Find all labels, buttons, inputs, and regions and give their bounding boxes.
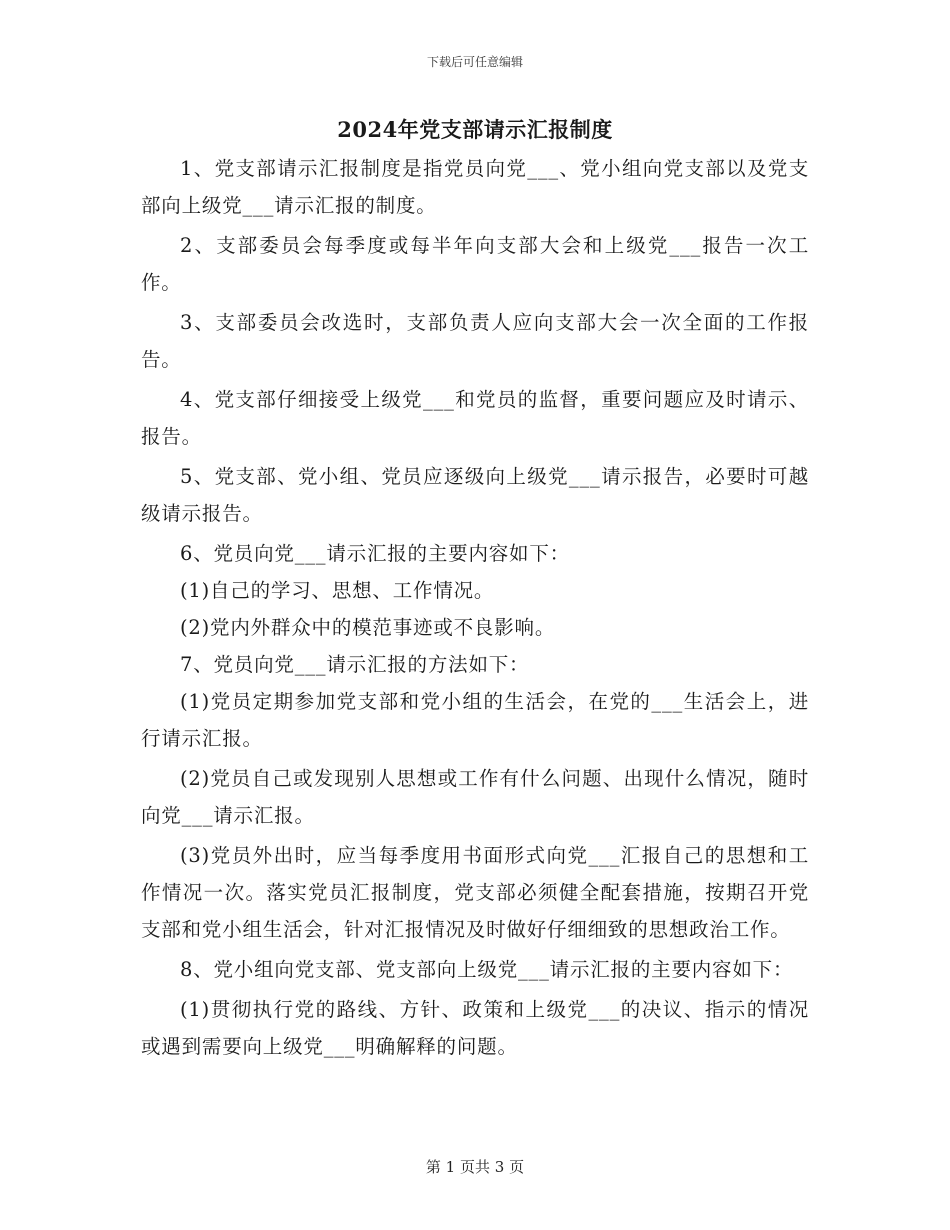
page-number: 第 1 页共 3 页 xyxy=(425,1158,525,1176)
paragraph-7-item-2: (2)党员自己或发现别人思想或工作有什么问题、出现什么情况，随时向党___请示汇报。 xyxy=(141,767,809,827)
paragraph-3: 3、支部委员会改选时，支部负责人应向支部大会一次全面的工作报告。 xyxy=(141,311,809,371)
paragraph-8: 8、党小组向党支部、党支部向上级党___请示汇报的主要内容如下： xyxy=(180,958,794,981)
paragraph-6: 6、党员向党___请示汇报的主要内容如下： xyxy=(180,542,570,565)
paragraph-1: 1、党支部请示汇报制度是指党员向党___、党小组向党支部以及党支部向上级党___请示汇报的制度。 xyxy=(141,157,809,217)
paragraph-7-item-3: (3)党员外出时，应当每季度用书面形式向党___汇报自己的思想和工作情况一次。落实党员汇报制度，党支部必须健全配套措施，按期召开党支部和党小组生活会，针对汇报情况及时做好仔细细致的思想政治工作。 xyxy=(141,844,809,941)
paragraph-5: 5、党支部、党小组、党员应逐级向上级党___请示报告，必要时可越级请示报告。 xyxy=(141,465,809,525)
paragraph-8-item-1: (1)贯彻执行党的路线、方针、政策和上级党___的决议、指示的情况或遇到需要向上级党___明确解释的问题。 xyxy=(141,998,809,1058)
paragraph-7: 7、党员向党___请示汇报的方法如下： xyxy=(180,653,530,676)
page-header-note: 下载后可任意编辑 xyxy=(426,55,523,69)
paragraph-2: 2、支部委员会每季度或每半年向支部大会和上级党___报告一次工作。 xyxy=(141,234,809,294)
paragraph-7-item-1: (1)党员定期参加党支部和党小组的生活会，在党的___生活会上，进行请示汇报。 xyxy=(141,690,809,750)
paragraph-4: 4、党支部仔细接受上级党___和党员的监督，重要问题应及时请示、报告。 xyxy=(141,388,809,448)
paragraph-6-item-2: (2)党内外群众中的模范事迹或不良影响。 xyxy=(180,616,556,639)
document-title: 2024年党支部请示汇报制度 xyxy=(337,117,613,142)
paragraph-6-item-1: (1)自己的学习、思想、工作情况。 xyxy=(180,579,495,602)
document-body xyxy=(141,150,809,1065)
